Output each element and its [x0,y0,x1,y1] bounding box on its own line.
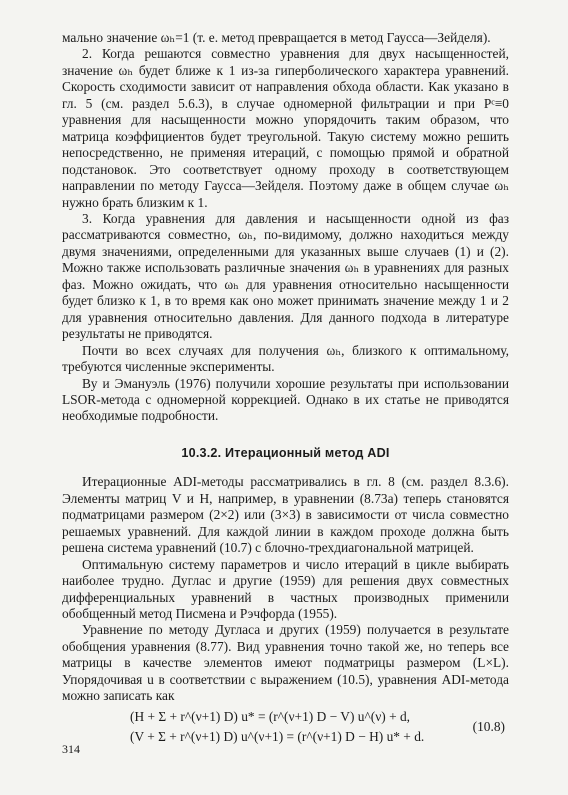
paragraph: 2. Когда решаются совместно уравнения для двух насыщенностей, значение ωₕ будет ближе к 1 из-за гиперболического характера уравнений. Скорость сходимости зависит от направления обхода области. Как указано в гл. 5 (см. раздел 5.6.3), в случае одномерной фильтрации и при Pᶜ≡0 уравнения для насыщенности можно упорядочить таким образом, что матрица коэффициентов будет треугольной. Такую систему можно решить непосредственно, не применяя итераций, с помощью прямой и обратной подстановок. Это соответствует одному проходу в соответствующем направлении по методу Гаусса—Зейделя. Поэтому даже в общем случае ωₕ нужно брать близким к 1. [62,46,509,210]
equation-block [62,709,509,749]
paragraph: Оптимальную систему параметров и число итераций в цикле выбирать наиболее трудно. Дуглас и другие (1959) для решения двух совместных дифференциальных уравнений в частных производных применили обобщенный метод Писмена и Рэчфорда (1955). [62,556,509,621]
paragraph: Итерационные ADI-методы рассматривались в гл. 8 (см. раздел 8.3.6). Элементы матриц V и H, например, в уравнении (8.73а) теперь становятся подматрицами размером (2×2) или (3×3) в зависимости от числа совместно решаемых уравнений. Для каждой линии в каждом проходе должна быть решена система уравнений (10.7) с блочно-трехдиагональной матрицей. [62,474,509,556]
page-body [62,30,509,749]
section-heading: 10.3.2. Итерационный метод ADI [181,445,390,460]
equation-line: (V + Σ + r^(ν+1) D) u^(ν+1) = (r^(ν+1) D − H) u* + d. [130,728,425,744]
paragraph: Почти во всех случаях для получения ωₕ, близкого к оптимальному, требуются численные эксперименты. [62,342,509,375]
paragraph: Уравнение по методу Дугласа и других (1959) получается в результате обобщения уравнения (8.77). Вид уравнения точно такой же, но теперь все матрицы в качестве элементов имеют подматрицы размером (L×L). Упорядочивая u в соответствии с выражением (10.5), уравнения ADI-метода можно записать как [62,622,509,704]
equation-number: (10.8) [472,718,505,734]
page-number: 314 [62,742,80,756]
equation-line: (H + Σ + r^(ν+1) D) u* = (r^(ν+1) D − V) u^(ν) + d, [130,708,411,724]
paragraph: Ву и Эмануэль (1976) получили хорошие результаты при использовании LSOR-метода с одномерной коррекцией. Однако в их статье не приводятся необходимые подробности. [62,375,509,424]
paragraph: 3. Когда уравнения для давления и насыщенности одной из фаз рассматриваются совместно, ωₕ, по-видимому, должно находиться между двумя значениями, определенными для указанных выше случаев (1) и (2). Можно также использовать различные значения ωₕ в уравнениях для разных фаз. Можно ожидать, что ωₕ для уравнения относительно насыщенности будет близко к 1, в то время как оно может принимать значение между 1 и 2 для уравнения относительно давления. Для данного подхода в литературе результаты не приводятся. [62,210,509,342]
paragraph: мально значение ωₕ=1 (т. е. метод превращается в метод Гаусса—Зейделя). [62,30,491,45]
